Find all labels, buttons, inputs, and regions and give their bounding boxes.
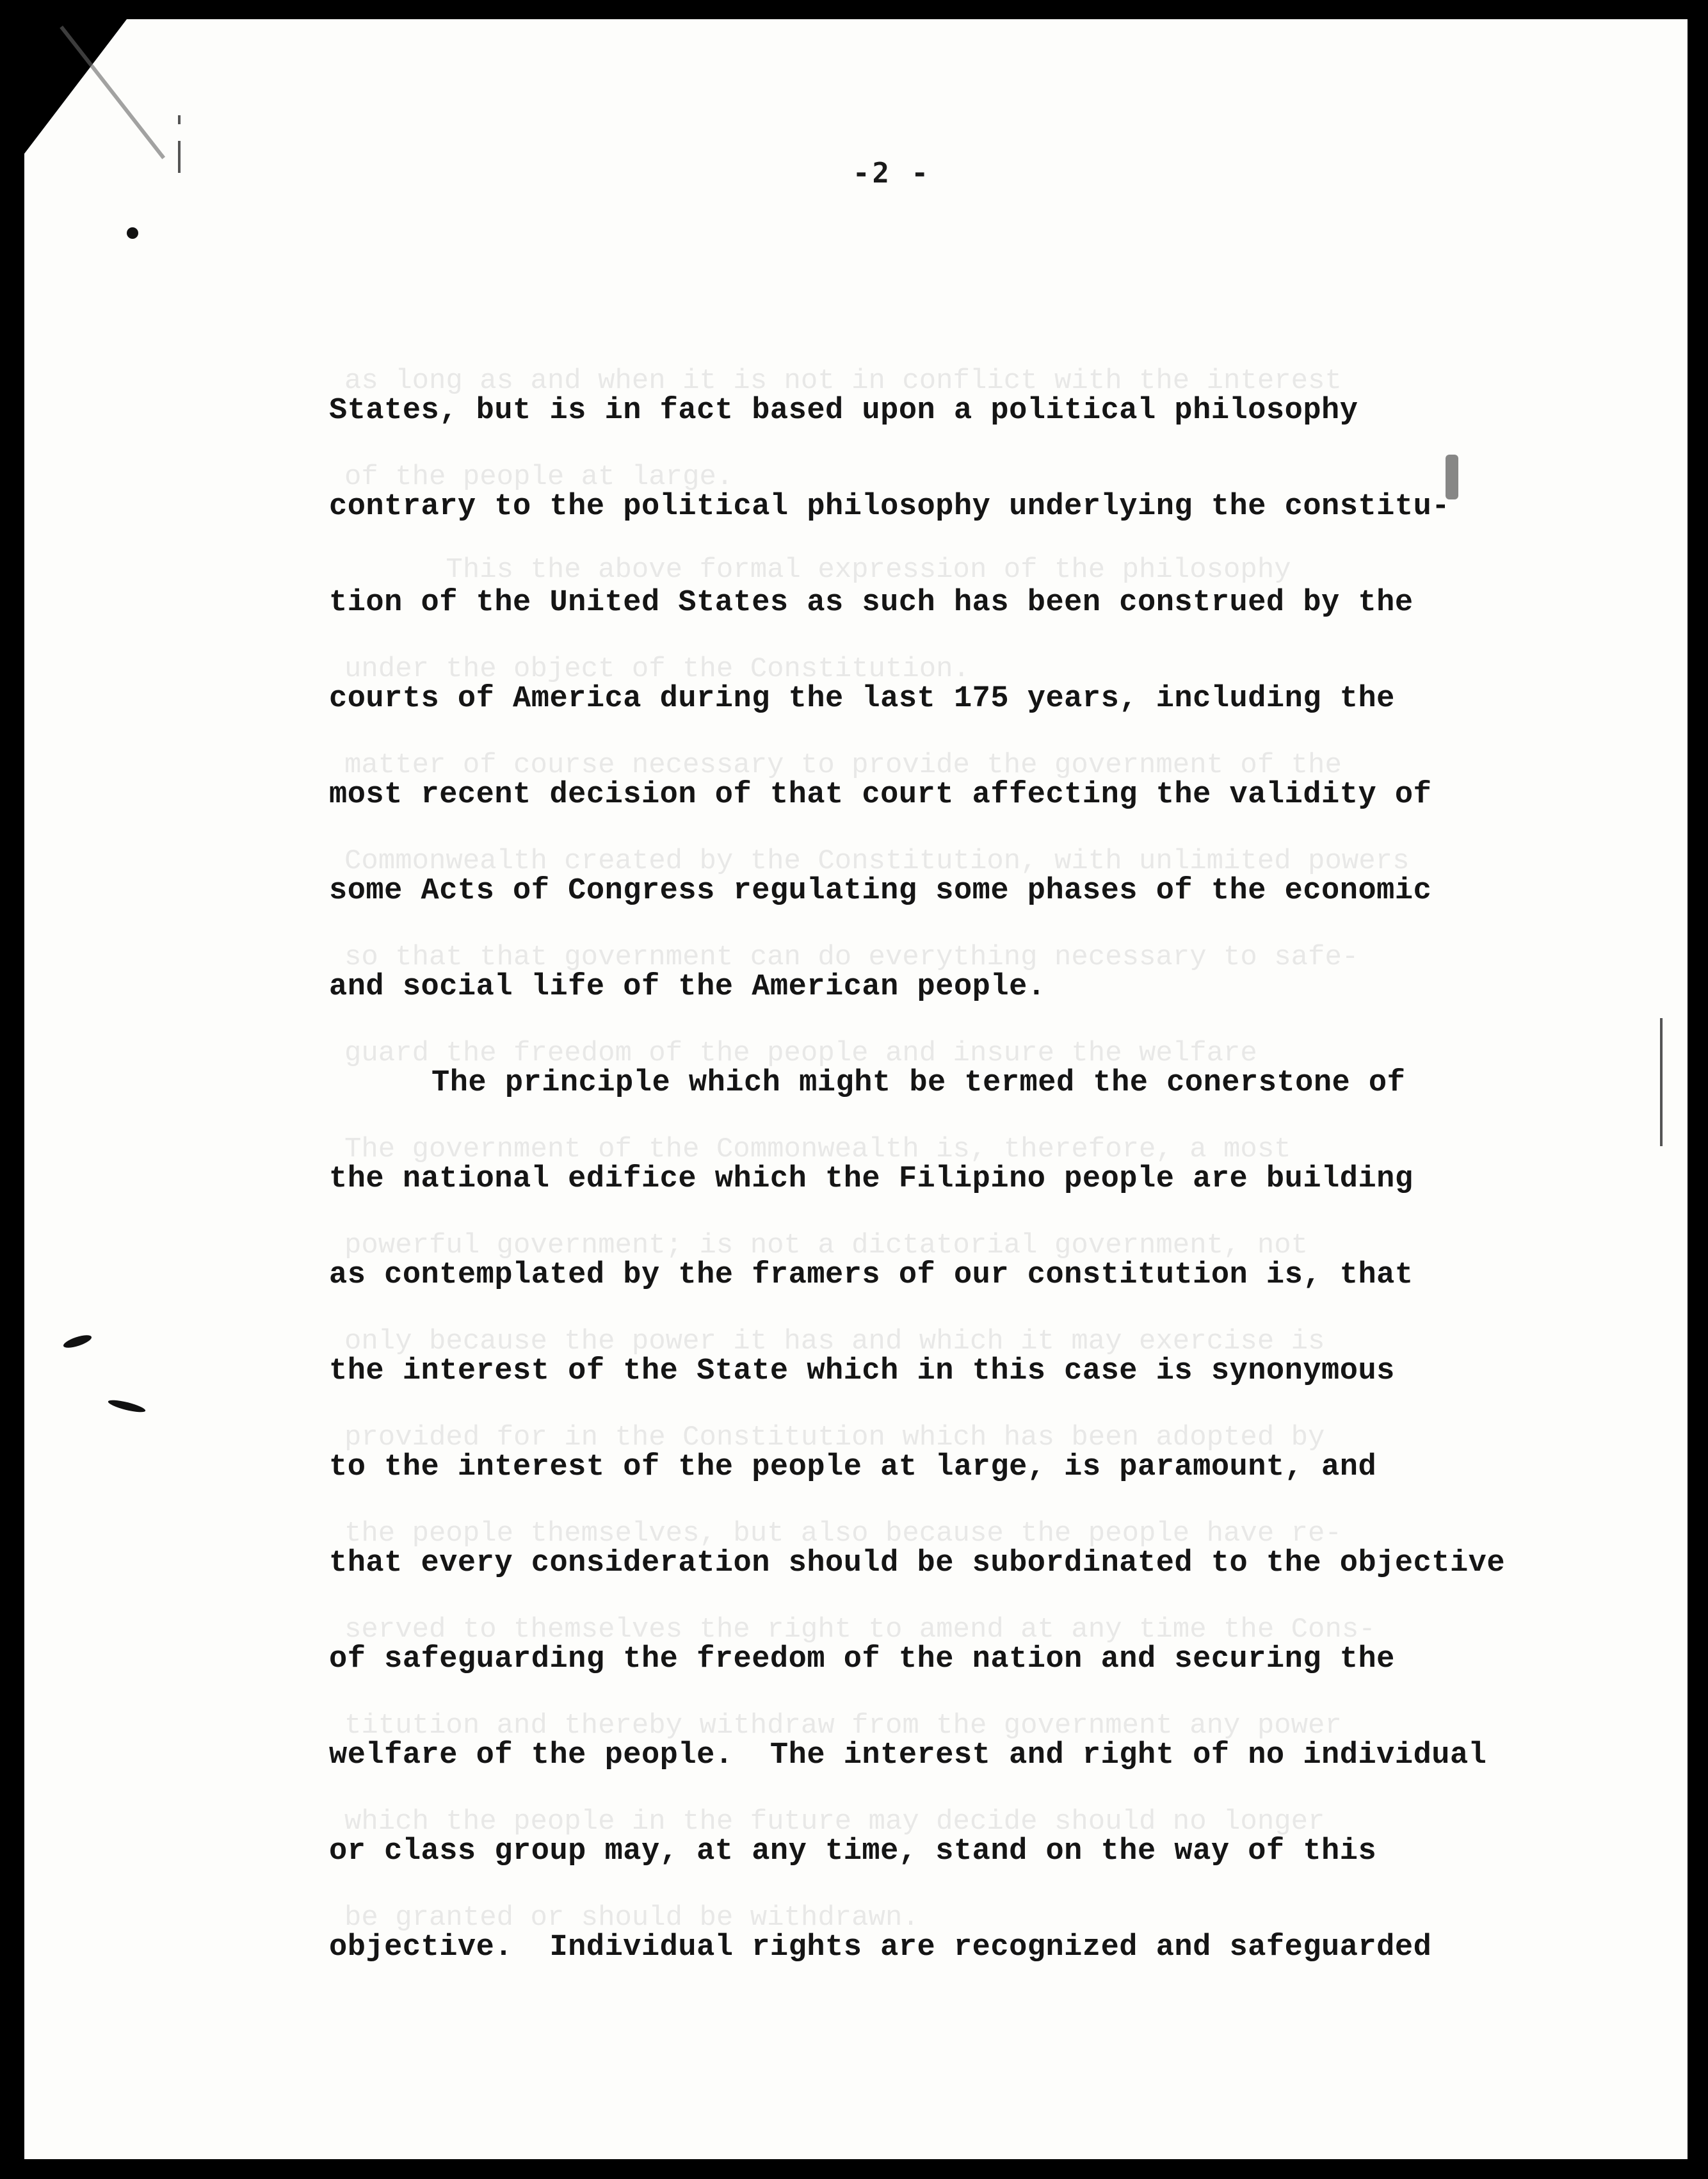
show-through-text: served to themselves the right to amend at any time the Cons- — [344, 1614, 1376, 1646]
text-line: that every consideration should be subordinated to the objective — [329, 1546, 1506, 1580]
text-line: States, but is in fact based upon a political philosophy — [329, 394, 1358, 428]
show-through-text: which the people in the future may decide should no longer — [344, 1806, 1325, 1838]
show-through-text: the people themselves, but also because the people have re- — [344, 1518, 1342, 1550]
text-line: The principle which might be termed the conerstone of — [431, 1066, 1406, 1100]
text-line: or class group may, at any time, stand on the way of this — [329, 1835, 1377, 1868]
show-through-text: powerful government; is not a dictatorial government, not — [344, 1229, 1309, 1261]
show-through-text: of the people at large. — [344, 461, 734, 493]
text-line: tion of the United States as such has been construed by the — [329, 586, 1414, 620]
show-through-text: as long as and when it is not in conflict with the interest — [344, 365, 1342, 397]
show-through-text: Commonwealth created by the Constitution, with unlimited powers — [344, 845, 1410, 877]
show-through-text: This the above formal expression of the philosophy — [344, 554, 1291, 586]
ink-speck — [127, 227, 138, 239]
text-line: most recent decision of that court affecting the validity of — [329, 778, 1432, 812]
show-through-text: be granted or should be withdrawn. — [344, 1902, 919, 1934]
text-line: welfare of the people. The interest and right of no individual — [329, 1738, 1487, 1772]
text-line: contrary to the political philosophy underlying the constitu- — [329, 490, 1450, 524]
text-line: some Acts of Congress regulating some phases of the economic — [329, 874, 1432, 908]
show-through-text: titution and thereby withdraw from the government any power — [344, 1710, 1342, 1742]
show-through-text: matter of course necessary to provide the government of the — [344, 749, 1342, 781]
text-line: the national edifice which the Filipino people are building — [329, 1162, 1414, 1196]
show-through-text: guard the freedom of the people and insure the welfare — [344, 1037, 1257, 1069]
edge-mark — [178, 115, 181, 124]
edge-mark — [1660, 1018, 1663, 1146]
show-through-text: under the object of the Constitution. — [344, 653, 970, 685]
edge-mark — [178, 141, 181, 173]
text-line: and social life of the American people. — [329, 970, 1046, 1004]
text-line: courts of America during the last 175 years, including the — [329, 682, 1395, 716]
page-number: -2 - — [853, 157, 931, 190]
ink-speck — [107, 1398, 146, 1414]
show-through-text: so that that government can do everything necessary to safe- — [344, 941, 1359, 973]
show-through-text: only because the power it has and which it may exercise is — [344, 1325, 1325, 1357]
text-line: of safeguarding the freedom of the nation and securing the — [329, 1642, 1395, 1676]
text-line: to the interest of the people at large, is paramount, and — [329, 1450, 1377, 1484]
typewritten-page — [24, 19, 1688, 2159]
ink-speck — [62, 1333, 93, 1350]
text-line: objective. Individual rights are recognized and safeguarded — [329, 1931, 1432, 1964]
show-through-text: The government of the Commonwealth is, therefore, a most — [344, 1133, 1291, 1165]
text-line: as contemplated by the framers of our constitution is, that — [329, 1258, 1414, 1292]
show-through-text: provided for in the Constitution which has been adopted by — [344, 1422, 1325, 1454]
folded-corner — [24, 19, 127, 154]
text-line: the interest of the State which in this case is synonymous — [329, 1354, 1395, 1388]
